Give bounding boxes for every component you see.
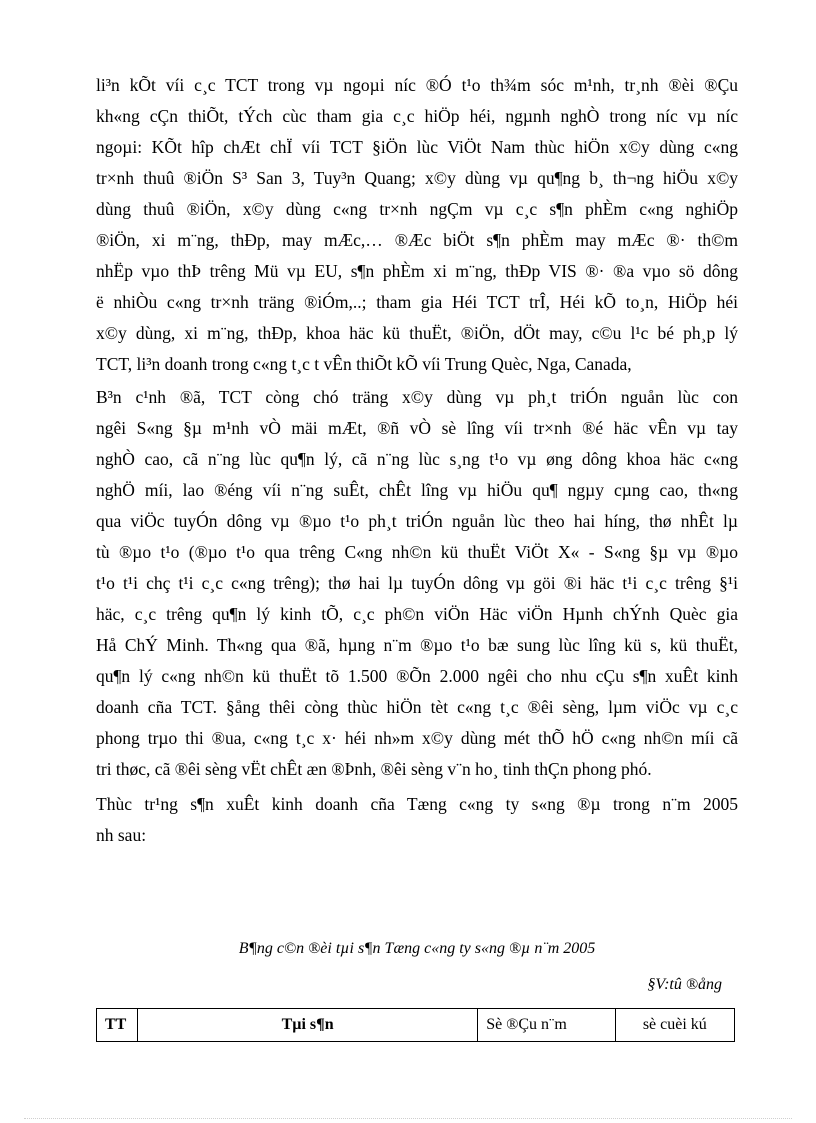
- text-line: t¹o t¹i chç t¹i c¸c c«ng trêng); thø hai lµ tuyÓn dông vµ göi ®i häc t¹i c¸c trêng §¹i: [96, 573, 738, 593]
- paragraph-intro-table: [96, 789, 738, 851]
- text-line: qua viÖc tuyÓn dông vµ ®µo t¹o ph¸t triÓn nguån lùc theo hai híng, thø nhÊt lµ: [96, 511, 738, 531]
- text-line: Hå ChÝ Minh. Th«ng qua ®ã, hµng n¨m ®µo t¹o bæ sung lùc lîng kü s, kü thuËt,: [96, 635, 738, 655]
- text-line: qu¶n lý c«ng nh©n kü thuËt tõ 1.500 ®Õn 2.000 ngêi cho nhu cÇu s¶n xuÊt kinh: [96, 666, 738, 686]
- table-unit: §V:tû ®ång: [647, 976, 722, 993]
- text-line: B³n c¹nh ®ã, TCT còng chó träng x©y dùng vµ ph¸t triÓn nguån lùc con: [96, 387, 738, 407]
- text-line: nh sau:: [96, 825, 147, 845]
- header-tt: TT: [97, 1009, 138, 1042]
- text-line: dùng thuû ®iÖn, x©y dùng c«ng tr×nh ngÇm vµ c¸c s¶n phÈm c«ng nghiÖp: [96, 199, 738, 219]
- page-bottom-rule: [24, 1118, 792, 1119]
- text-line: nhËp vµo thÞ trêng Mü vµ EU, s¶n phÈm xi m¨ng, thÐp VIS ®· ®a vµo sö dông: [96, 261, 738, 281]
- text-line: kh«ng cÇn thiÕt, tÝch cùc tham gia c¸c hiÖp héi, ngµnh nghÒ trong níc vµ níc: [96, 106, 738, 126]
- text-line: TCT, li³n doanh trong c«ng t¸c t vÊn thiÕt kÕ víi Trung Quèc, Nga, Canada,: [96, 354, 632, 374]
- text-line: ngoµi: KÕt hîp chÆt chÏ víi TCT §iÖn lùc ViÖt Nam thùc hiÖn x©y dùng c«ng: [96, 137, 738, 157]
- text-line: ®iÖn, xi m¨ng, thÐp, may mÆc,… ®Æc biÖt s¶n phÈm may mÆc ®· th©m: [96, 230, 738, 250]
- text-line: nghÒ cao, cã n¨ng lùc qu¶n lý, cã n¨ng lùc s¸ng t¹o vµ øng dông khoa häc c«ng: [96, 449, 738, 469]
- text-line: häc, c¸c trêng qu¶n lý kinh tÕ, c¸c ph©n viÖn Häc viÖn Hµnh chÝnh Quèc gia: [96, 604, 738, 624]
- text-line: doanh cña TCT. §ång thêi còng thùc hiÖn tèt c«ng t¸c ®êi sèng, lµm viÖc vµ c¸c: [96, 697, 738, 717]
- text-line: ë nhiÒu c«ng tr×nh träng ®iÓm,..; tham gia Héi TCT trÎ, Héi kÕ to¸n, HiÖp héi: [96, 292, 738, 312]
- text-line: tri thøc, cã ®êi sèng vËt chÊt æn ®Þnh, ®êi sèng v¨n ho¸ tinh thÇn phong phó.: [96, 759, 652, 779]
- paragraph-human-resources: [96, 382, 738, 785]
- table-caption: B¶ng c©n ®èi tµi s¶n Tæng c«ng ty s«ng ®µ n¨m 2005: [238, 940, 596, 957]
- text-line: ngêi S«ng §µ m¹nh vÒ mäi mÆt, ®ñ vÒ sè lîng víi tr×nh ®é häc vÊn vµ tay: [96, 418, 738, 438]
- paragraph-partnerships: [96, 70, 738, 380]
- text-line: tù ®µo t¹o (®µo t¹o qua trêng C«ng nh©n kü thuËt ViÖt X« - S«ng §µ vµ ®µo: [96, 542, 738, 562]
- text-line: li³n kÕt víi c¸c TCT trong vµ ngoµi níc ®Ó t¹o th¾m sóc m¹nh, tr¸nh ®èi ®Çu: [96, 75, 738, 95]
- balance-sheet-table: [96, 1008, 735, 1042]
- text-line: tr×nh thuû ®iÖn S³ San 3, Tuy³n Quang; x©y dùng vµ qu¶ng b¸ th¬ng hiÖu x©y: [96, 168, 738, 188]
- text-line: Thùc tr¹ng s¶n xuÊt kinh doanh cña Tæng c«ng ty s«ng ®µ trong n¨m 2005: [96, 794, 738, 814]
- header-start-of-year: Sè ®Çu n¨m: [478, 1009, 615, 1042]
- document-body: [96, 70, 738, 851]
- text-line: phong trµo thi ®ua, c«ng t¸c x· héi nh»m x©y dùng mét thÕ hÖ c«ng nh©n míi cã: [96, 728, 738, 748]
- table-header-row: [97, 1009, 735, 1042]
- header-end-of-period: sè cuèi kú: [615, 1009, 734, 1042]
- header-assets: Tµi s¶n: [138, 1009, 478, 1042]
- text-line: nghÖ míi, lao ®éng víi n¨ng suÊt, chÊt lîng vµ hiÖu qu¶ ngµy cµng cao, th«ng: [96, 480, 738, 500]
- text-line: x©y dùng, xi m¨ng, thÐp, khoa häc kü thuËt, ®iÖn, dÖt may, c©u l¹c bé ph¸p lý: [96, 323, 738, 343]
